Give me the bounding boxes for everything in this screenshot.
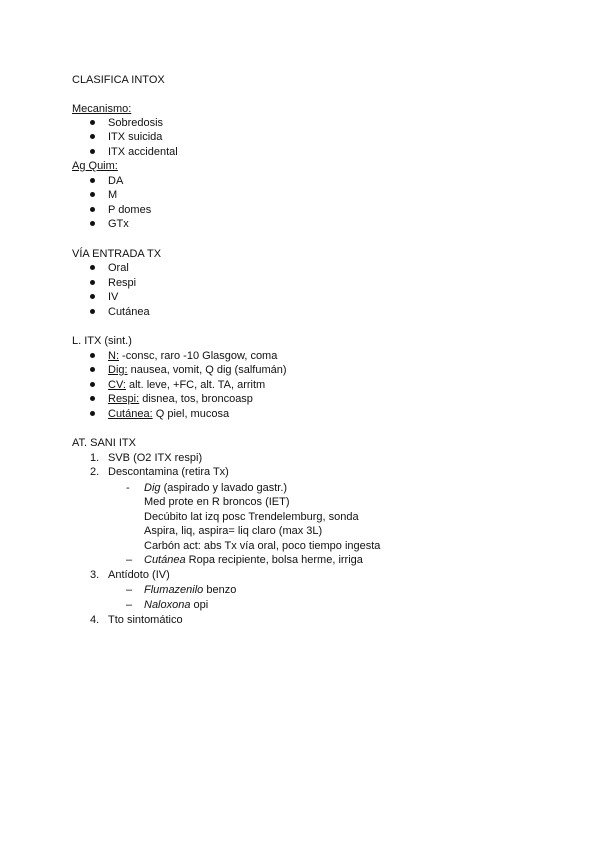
list-item: Antídoto (IV) [108, 569, 170, 581]
list-number: 4. [90, 614, 100, 626]
via-heading: VÍA ENTRADA TX [72, 248, 162, 260]
sub-item-line: Decúbito lat izq posc Trendelemburg, sonda [144, 511, 359, 523]
list-item: SVB (O2 ITX respi) [108, 452, 203, 464]
sub-item-line: Carbón act: abs Tx vía oral, poco tiempo ingesta [144, 540, 381, 552]
bullet-icon [90, 120, 95, 125]
bullet-icon [90, 265, 95, 270]
dash-marker: – [126, 599, 133, 611]
list-item: Tto sintomático [108, 614, 183, 626]
document-title: CLASIFICA INTOX [72, 74, 165, 86]
sub-item-label: Dig [144, 482, 161, 494]
item-text: -consc, raro -10 Glasgow, coma [119, 350, 278, 362]
bullet-icon [90, 192, 95, 197]
item-text: disnea, tos, broncoasp [139, 393, 253, 405]
atsani-heading: AT. SANI ITX [72, 437, 136, 449]
list-item: DA [108, 175, 124, 187]
list-item: GTx [108, 218, 129, 230]
item-text: Q piel, mucosa [152, 408, 230, 420]
list-item: Oral [108, 262, 129, 274]
item-label: Respi: [108, 393, 140, 405]
list-number: 1. [90, 452, 100, 464]
dash-marker: – [126, 554, 133, 566]
sub-item-label: Naloxona [144, 599, 191, 611]
list-item: M [108, 189, 118, 201]
sub-item-text: Ropa recipiente, bolsa herme, irriga [185, 554, 363, 566]
list-item [108, 349, 277, 363]
item-label: CV: [108, 379, 126, 391]
list-item: Cutánea [108, 306, 150, 318]
sub-item-label: Flumazenilo [144, 584, 204, 596]
bullet-icon [90, 280, 95, 285]
bullet-icon [90, 221, 95, 226]
list-item: Sobredosis [108, 117, 164, 129]
bullet-icon [90, 134, 95, 139]
item-text: nausea, vomit, Q dig (salfumán) [127, 364, 287, 376]
list-item: Descontamina (retira Tx) [108, 466, 229, 478]
sub-item [144, 481, 287, 495]
mecanismo-heading: Mecanismo: [72, 103, 132, 115]
sub-item-label: Cutánea [144, 554, 186, 566]
bullet-icon [90, 207, 95, 212]
sub-item [144, 553, 363, 567]
bullet-icon [90, 353, 95, 358]
list-item: P domes [108, 204, 152, 216]
dash-marker: - [126, 482, 130, 494]
sub-item [144, 583, 236, 597]
bullet-icon [90, 367, 95, 372]
sub-item [144, 598, 208, 612]
sub-item-text: opi [190, 599, 209, 611]
list-item: ITX suicida [108, 131, 163, 143]
sub-item-text: benzo [203, 584, 237, 596]
sub-item-line: Aspira, liq, aspira= liq claro (max 3L) [144, 525, 323, 537]
bullet-icon [90, 382, 95, 387]
item-label: Dig: [108, 364, 128, 376]
list-number: 2. [90, 466, 100, 478]
bullet-icon [90, 178, 95, 183]
bullet-icon [90, 309, 95, 314]
litx-heading: L. ITX (sint.) [72, 335, 132, 347]
dash-marker: – [126, 584, 133, 596]
list-item [108, 363, 287, 377]
list-item [108, 407, 229, 421]
list-item: Respi [108, 277, 137, 289]
agquim-heading: Ag Quim: [72, 160, 118, 172]
list-item [108, 378, 265, 392]
list-item: IV [108, 291, 119, 303]
sub-item-text: (aspirado y lavado gastr.) [160, 482, 288, 494]
bullet-icon [90, 294, 95, 299]
list-item [108, 392, 253, 406]
sub-item-line: Med prote en R broncos (IET) [144, 496, 290, 508]
list-item: ITX accidental [108, 146, 178, 158]
item-label: Cutánea: [108, 408, 153, 420]
item-text: alt. leve, +FC, alt. TA, arritm [125, 379, 266, 391]
bullet-icon [90, 411, 95, 416]
bullet-icon [90, 149, 95, 154]
list-number: 3. [90, 569, 100, 581]
bullet-icon [90, 396, 95, 401]
item-label: N: [108, 350, 119, 362]
